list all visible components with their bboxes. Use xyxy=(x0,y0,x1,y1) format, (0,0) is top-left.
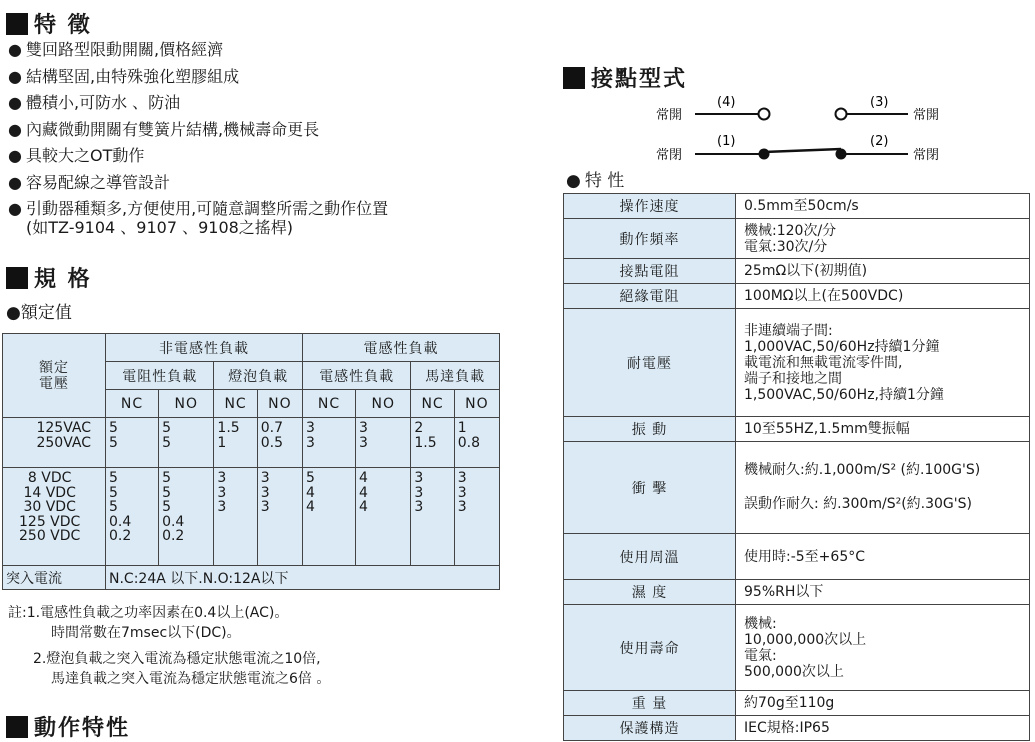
table-row: 操作速度 0.5mm至50cm/s xyxy=(564,194,1030,219)
action-title: 動作特性 xyxy=(34,716,131,741)
table-row: 絕緣電阻 100MΩ以上(在500VDC) xyxy=(564,284,1030,309)
rated-voltage-header: 額定 電壓 xyxy=(3,334,106,418)
inrush-value: N.C:24A 以下.N.O:12A以下 xyxy=(106,566,500,590)
open-contact-3-icon xyxy=(836,109,847,120)
table-row: 衝 擊 機械耐久:約.1,000m/S² (約.100G'S) 誤動作耐久: 約.300m/S²(約.30G'S) xyxy=(564,442,1030,534)
bullet-icon: ● xyxy=(8,119,22,139)
list-item: ● 具較大之OT動作 xyxy=(8,143,528,170)
terminal-4-label: (4) xyxy=(717,95,736,110)
list-item: ● 內藏微動開關有雙簧片結構,機械壽命更長 xyxy=(8,117,528,144)
bullet-icon: ● xyxy=(8,66,22,86)
table-row: 使用周溫 使用時:-5至+65°C xyxy=(564,534,1030,580)
bullet-icon: ● xyxy=(8,172,22,192)
inductive-header: 電感性負載 xyxy=(302,334,499,362)
contact-bar xyxy=(764,149,841,152)
nc-label-right: 常閉 xyxy=(913,148,940,163)
list-item: ● 容易配線之導管設計 xyxy=(8,170,528,197)
bullet-icon: ● xyxy=(8,40,22,59)
list-item: ● 體積小,可防水 、防油 xyxy=(8,90,528,117)
list-item: ● 引動器種類多,方便使用,可隨意調整所需之動作位置 xyxy=(8,196,528,223)
bullet-icon: ● xyxy=(566,171,581,191)
table-row: 耐電壓 非連續端子間: 1,000VAC,50/60Hz持續1分鐘 載電流和無載電流零件間, 端子和接地之間 1,500VAC,50/60Hz,持續1分鐘 xyxy=(564,309,1030,417)
nc-header: NC xyxy=(214,390,257,418)
table-row: 振 動 10至55HZ,1.5mm雙振幅 xyxy=(564,417,1030,442)
heading-square-icon xyxy=(6,716,28,738)
table-row: 動作頻率 機械:120次/分 電氣:30次/分 xyxy=(564,219,1030,259)
nc-header: NC xyxy=(106,390,159,418)
table-row: 125VAC 250VAC 5 5 5 5 1.5 1 0.7 0.5 3 3 3 3 2 1.5 1 0.8 xyxy=(3,418,500,468)
nc-header: NC xyxy=(411,390,454,418)
features-list xyxy=(8,37,528,237)
table-row: 保護構造 IEC規格:IP65 xyxy=(564,716,1030,741)
nc-label-left: 常閉 xyxy=(656,148,683,163)
list-item: ● 雙回路型限動開關,價格經濟 xyxy=(8,37,528,64)
terminal-3-label: (3) xyxy=(870,95,889,110)
contact-heading xyxy=(563,62,687,93)
heading-square-icon xyxy=(563,67,585,89)
rated-label: ●額定值 xyxy=(6,303,72,323)
inrush-label: 突入電流 xyxy=(3,566,106,590)
no-header: NO xyxy=(257,390,302,418)
motor-header: 馬達負載 xyxy=(411,362,500,390)
contact-title: 接點型式 xyxy=(591,67,688,92)
resistive-header: 電阻性負載 xyxy=(106,362,214,390)
specs-heading xyxy=(6,262,92,293)
no-header: NO xyxy=(356,390,411,418)
table-row: 8 VDC 14 VDC 30 VDC 125 VDC 250 VDC 5 5 5 0.4 0.2 5 5 5 0.4 0.2 3 3 3 3 3 3 5 4 4 4 4 4 3 3 3 3 3 3 xyxy=(3,468,500,566)
no-label-right: 常開 xyxy=(913,108,940,123)
note-line: 時間常數在7msec以下(DC)。 xyxy=(51,625,241,641)
action-heading xyxy=(6,711,130,742)
specs-title: 規 格 xyxy=(34,267,92,292)
features-heading xyxy=(6,8,92,39)
no-label-left: 常開 xyxy=(656,108,683,123)
contact-diagram xyxy=(650,92,960,172)
heading-square-icon xyxy=(6,267,28,289)
inductive-load-header: 電感性負載 xyxy=(302,362,410,390)
bullet-icon: ● xyxy=(8,93,22,112)
terminal-2-label: (2) xyxy=(870,134,889,149)
table-row: 使用壽命 機械: 10,000,000次以上 電氣: 500,000次以上 xyxy=(564,605,1030,691)
note-line: 馬達負載之突入電流為穩定狀態電流之6倍 。 xyxy=(51,671,331,687)
table-row: 接點電阻 25mΩ以下(初期值) xyxy=(564,259,1030,284)
no-header: NO xyxy=(454,390,499,418)
heading-square-icon xyxy=(6,13,28,35)
ac-voltage-cell: 125VAC 250VAC xyxy=(3,418,106,468)
bullet-icon: ● xyxy=(8,199,22,218)
characteristics-table xyxy=(563,193,1030,741)
terminal-1-label: (1) xyxy=(717,134,736,149)
note-line: 註:1.電感性負載之功率因素在0.4以上(AC)。 xyxy=(8,605,289,621)
non-inductive-header: 非電感性負載 xyxy=(106,334,303,362)
bullet-icon: ● xyxy=(6,303,21,323)
nc-header: NC xyxy=(302,390,355,418)
lamp-header: 燈泡負載 xyxy=(214,362,303,390)
open-contact-4-icon xyxy=(759,109,770,120)
table-row: 濕 度 95%RH以下 xyxy=(564,580,1030,605)
no-header: NO xyxy=(159,390,214,418)
rating-table xyxy=(2,333,500,590)
notes xyxy=(8,603,508,689)
note-line: 2.燈泡負載之突入電流為穩定狀態電流之10倍, xyxy=(33,651,321,667)
dc-voltage-cell: 8 VDC 14 VDC 30 VDC 125 VDC 250 VDC xyxy=(3,468,106,566)
closed-contact-1-icon xyxy=(759,149,770,160)
list-item: ● 結構堅固,由特殊強化塑膠組成 xyxy=(8,64,528,91)
table-row: 重 量 約70g至110g xyxy=(564,691,1030,716)
table-row xyxy=(3,566,500,590)
bullet-icon: ● xyxy=(8,146,22,165)
characteristics-label: ● 特 性 xyxy=(566,171,625,191)
features-title: 特 徵 xyxy=(34,13,92,38)
list-item-continuation: (如TZ-9104 、9107 、9108之搖桿) xyxy=(26,217,294,237)
